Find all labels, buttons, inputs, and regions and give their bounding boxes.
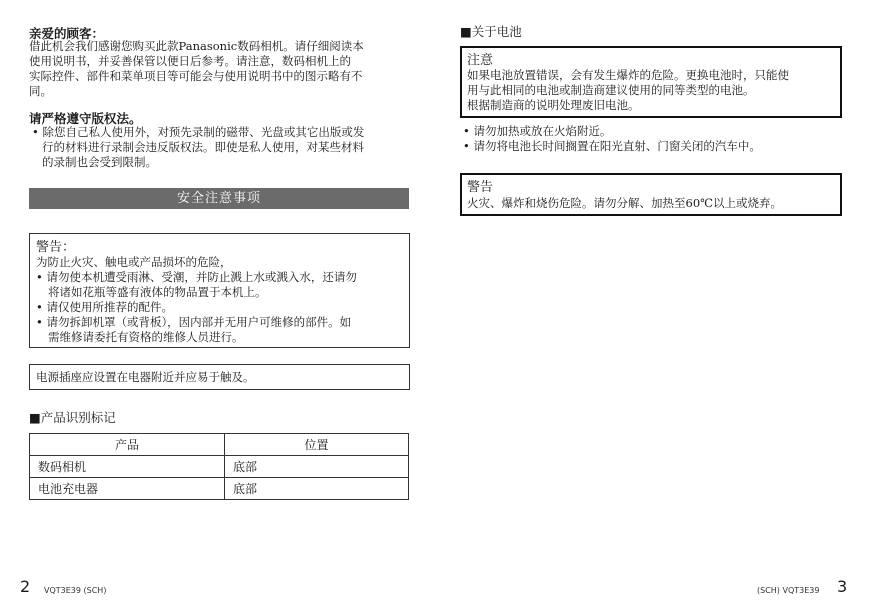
copyright-line: 的录制也会受到限制。 — [42, 155, 157, 169]
caution-title: 注意 — [467, 53, 494, 68]
cell-product: 电池充电器 — [30, 478, 225, 500]
greeting-title: 亲爱的顾客： — [29, 26, 105, 41]
table-row — [30, 456, 409, 478]
page-code-left: VQT3E39 (SCH) — [44, 586, 107, 595]
battery-bullets — [463, 124, 841, 154]
warning-line: • 请仅使用所推荐的配件。 — [36, 300, 173, 314]
caution-line: 根据制造商的说明处理废旧电池。 — [467, 98, 640, 112]
safety-banner: 安全注意事项 — [29, 188, 409, 209]
greeting-line: 使用说明书，并妥善保管以便日后参考。请注意，数码相机上的 — [29, 54, 351, 68]
copyright-line: 行的材料进行录制会违反版权法。即使是私人使用，对某些材料 — [42, 140, 364, 154]
battery-bullet: • 请勿加热或放在火焰附近。 — [463, 124, 612, 138]
warning-text — [36, 255, 408, 345]
battery-warning-title: 警告 — [467, 180, 494, 195]
greeting-text — [29, 39, 411, 99]
caution-line: 如果电池放置错误，会有发生爆炸的危险。更换电池时，只能使 — [467, 68, 789, 82]
cell-location: 底部 — [225, 456, 409, 478]
id-marks-table — [29, 433, 409, 500]
cell-location: 底部 — [225, 478, 409, 500]
copyright-title: 请严格遵守版权法。 — [29, 111, 142, 126]
battery-bullet: • 请勿将电池长时间搁置在阳光直射、门窗关闭的汽车中。 — [463, 139, 761, 153]
greeting-line: 同。 — [29, 84, 52, 98]
column-header-product: 产品 — [30, 434, 225, 456]
page-number-left: 2 — [20, 577, 31, 596]
socket-note-box — [29, 364, 410, 390]
copyright-text — [32, 125, 410, 170]
id-marks-heading: ■产品识别标记 — [29, 410, 116, 425]
table-header-row — [30, 434, 409, 456]
battery-warning-text: 火灾、爆炸和烧伤危险。请勿分解、加热至60℃以上或烧弃。 — [467, 196, 782, 210]
caution-box — [460, 46, 842, 118]
warning-line: • 请勿使本机遭受雨淋、受潮，并防止溅上水或溅入水，还请勿 — [36, 270, 357, 284]
warning-title: 警告： — [36, 240, 76, 255]
warning-line: 为防止火灾、触电或产品损坏的危险， — [36, 255, 232, 269]
page-code-right: (SCH) VQT3E39 — [757, 586, 820, 595]
copyright-line: • 除您自己私人使用外，对预先录制的磁带、光盘或其它出版或发 — [32, 125, 365, 139]
caution-text — [467, 68, 839, 113]
table-row — [30, 478, 409, 500]
greeting-line: 借此机会我们感谢您购买此款Panasonic数码相机。请仔细阅读本 — [29, 39, 364, 53]
column-header-location: 位置 — [225, 434, 409, 456]
battery-heading: ■关于电池 — [460, 24, 522, 39]
battery-warning-box — [460, 173, 842, 216]
warning-line: 需维修请委托有资格的维修人员进行。 — [48, 330, 244, 344]
greeting-line: 实际控件、部件和菜单项目等可能会与使用说明书中的图示略有不 — [29, 69, 363, 83]
warning-box — [29, 233, 410, 348]
cell-product: 数码相机 — [30, 456, 225, 478]
page-number-right: 3 — [837, 577, 848, 596]
warning-line: • 请勿拆卸机罩（或背板），因内部并无用户可维修的部件。如 — [36, 315, 352, 329]
warning-line: 将诸如花瓶等盛有液体的物品置于本机上。 — [48, 285, 267, 299]
caution-line: 用与此相同的电池或制造商建议使用的同等类型的电池。 — [467, 83, 755, 97]
socket-note-text: 电源插座应设置在电器附近并应易于触及。 — [36, 370, 255, 384]
